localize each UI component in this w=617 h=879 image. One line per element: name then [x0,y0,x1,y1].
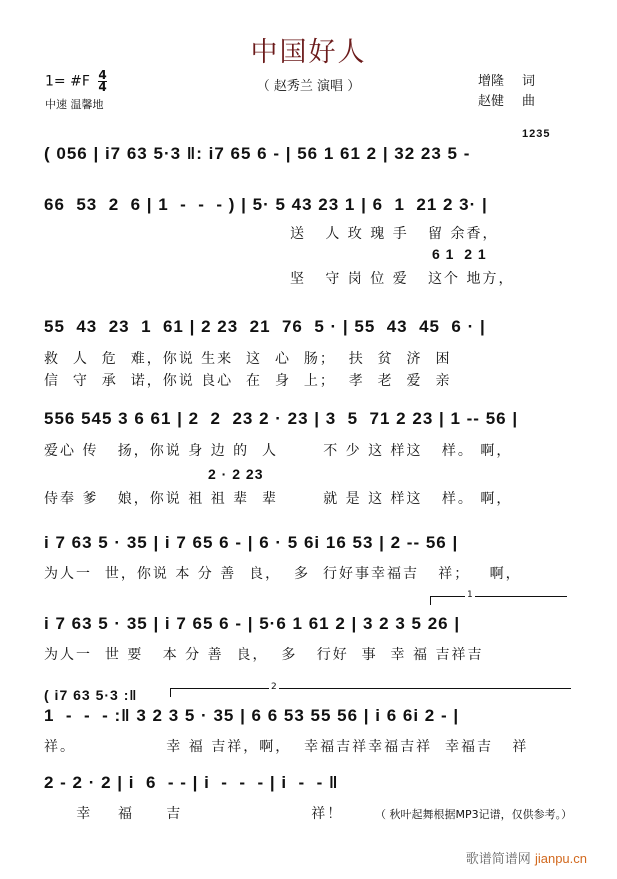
singer-credit: （ 赵秀兰 演唱 ） [256,79,361,94]
lyrics-line-2a: 送 人 玫 瑰 手 留 余香， [290,226,499,242]
watermark-site: jianpu.cn [534,851,587,866]
score-line-7: 1 - - - :‖ 3 2 3 5 · 35 | 6 6 53 55 56 | i 6 6i 2 - | [44,706,460,725]
alt-notes-line-4: 2 · 2 23 [208,466,264,482]
credits [478,72,535,112]
lyrics-line-4b: 侍奉 爹 娘，你说 祖 祖 辈 辈 就 是 这 样这 样。 啊， [44,491,513,507]
score-line-2: 66 53 2 6 | 1 - - - ) | 5· 5 43 23 1 | 6 1 21 2 3· | [44,195,488,214]
score-line-7-upper: ( i7 63 5·3 :‖ [44,687,138,703]
lyrics-line-7: 祥。 幸 福 吉祥，啊， 幸福吉祥幸福吉祥 幸福吉 祥 [44,739,529,755]
tempo-marking: 中速 温馨地 [45,98,104,111]
composer-credit: 赵健 曲 [478,94,536,109]
score-line-6: i 7 63 5 · 35 | i 7 65 6 - | 5·6 1 61 2 | 3 2 3 5 26 | [44,614,461,633]
grace-notes: 1235 [522,128,551,140]
score-line-3: 55 43 23 1 61 | 2 23 21 76 5 · | 55 43 45 6 · | [44,317,486,336]
score-line-4: 556 545 3 6 61 | 2 2 23 2 · 23 | 3 5 71 2 23 | 1 -- 56 | [44,409,519,428]
time-signature: $\frac{4}{4}$ [98,68,107,94]
lyrics-line-4a: 爱心 传 扬，你说 身 边 的 人 不 少 这 样这 样。 啊， [44,443,513,459]
song-title: 中国好人 [250,37,367,68]
alt-notes-line-2: 6 1 2 1 [432,246,487,262]
transcription-note: （ 秋叶起舞根据MP3记谱，仅供参考。） [375,808,573,821]
score-line-5: i 7 63 5 · 35 | i 7 65 6 - | 6 · 5 6i 16 53 | 2 -- 56 | [44,533,459,552]
lyrics-line-3b: 信 守 承 诺，你说 良心 在 身 上； 孝 老 爱 亲 [44,373,452,389]
score-line-8: 2 - 2 · 2 | i 6 - - | i - - - | i - - ‖ [44,773,339,792]
lyrics-line-8: 幸 福 吉 祥！ [44,806,344,822]
first-ending-bracket: 1 [430,596,567,605]
lyrics-line-2b: 坚 守 岗 位 爱 这个 地方， [290,271,515,287]
key-label: 1= #F [45,73,90,90]
lyrics-line-3a: 救 人 危 难，你说 生来 这 心 肠； 扶 贫 济 困 [44,351,452,367]
second-ending-bracket: 2 [170,688,571,697]
lyrics-line-5: 为人一 世，你说 本 分 善 良， 多 行好事幸福吉 祥； 啊， [44,566,522,582]
score-line-1: ( 056 | i7 63 5·3 ‖: i7 65 6 - | 56 1 61 2 | 32 23 5 - [44,144,471,163]
watermark: 歌谱简谱网 jianpu.cn [465,851,587,867]
lyricist-credit: 增隆 词 [478,74,536,89]
lyrics-line-6: 为人一 世 要 本 分 善 良， 多 行好 事 幸 福 吉祥吉 [44,647,484,663]
